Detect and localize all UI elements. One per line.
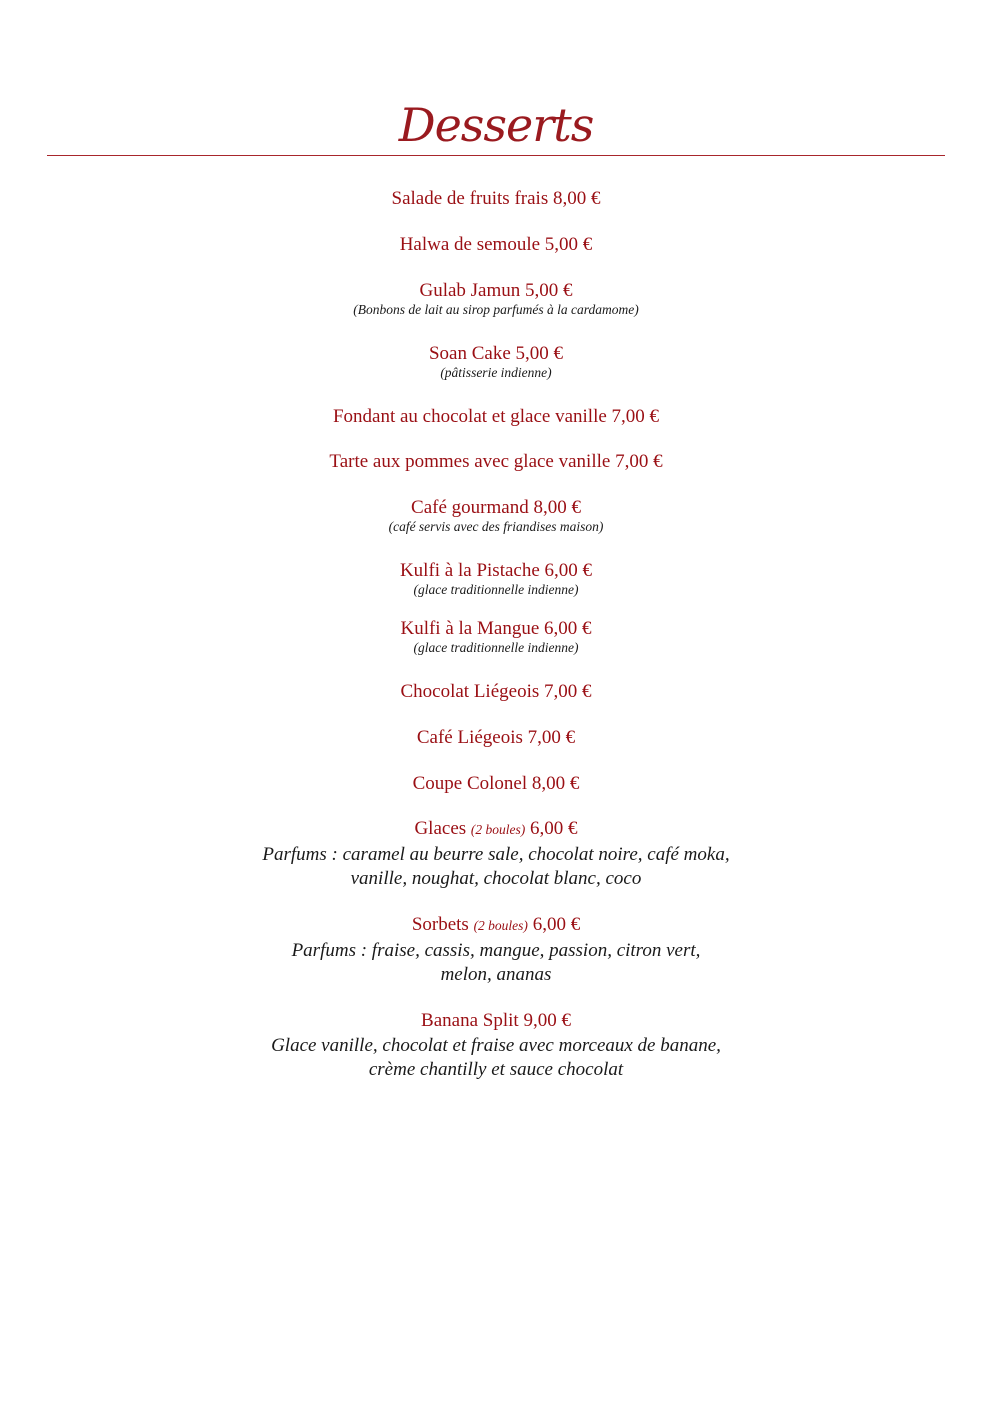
item-name: Glaces [414, 818, 467, 839]
item-inline-note: (2 boules) [473, 918, 528, 933]
item-name: Soan Cake [428, 343, 511, 364]
menu-item [0, 725, 992, 751]
menu-item-title [0, 679, 992, 705]
menu-item [0, 912, 992, 986]
item-price: 7,00 € [544, 681, 592, 702]
item-price: 8,00 € [531, 773, 580, 794]
item-price: 6,00 € [530, 818, 578, 839]
item-price: 5,00 € [544, 234, 593, 255]
item-price: 7,00 € [615, 451, 663, 472]
menu-item [0, 232, 992, 258]
item-name: Salade de fruits frais [391, 188, 549, 209]
item-note: (glace traditionnelle indienne) [413, 640, 579, 655]
menu-item-title [0, 404, 992, 430]
item-inline-note: (2 boules) [470, 822, 526, 837]
menu-item [0, 495, 992, 535]
item-name: Banana Split [421, 1010, 519, 1031]
title-divider [47, 155, 945, 156]
item-price: 7,00 € [611, 406, 660, 427]
item-price: 6,00 € [544, 618, 592, 639]
item-name: Fondant au chocolat et glace vanille [332, 406, 607, 427]
item-price: 9,00 € [523, 1010, 571, 1031]
menu-item [0, 341, 992, 381]
item-note: (pâtisserie indienne) [440, 365, 552, 380]
item-description: Glace vanille, chocolat et fraise avec morceaux de banane, crème chantilly et sauce chocolat [271, 1035, 721, 1080]
menu-item [0, 449, 992, 475]
item-note: (café servis avec des friandises maison) [388, 519, 604, 534]
menu-item [0, 186, 992, 212]
dessert-menu [0, 186, 992, 1081]
menu-item [0, 816, 992, 890]
menu-item [0, 558, 992, 598]
item-name: Gulab Jamun [419, 280, 521, 301]
item-price: 5,00 € [515, 343, 564, 364]
item-price: 7,00 € [527, 727, 576, 748]
item-note: (Bonbons de lait au sirop parfumés à la cardamome) [353, 302, 639, 317]
item-name: Tarte aux pommes avec glace vanille [329, 451, 611, 472]
menu-item-title [0, 771, 992, 797]
item-name: Halwa de semoule [399, 234, 541, 255]
menu-item-title [0, 449, 992, 475]
item-price: 8,00 € [552, 188, 601, 209]
menu-item [0, 278, 992, 318]
menu-item-title [0, 1008, 992, 1034]
item-name: Café gourmand [411, 497, 529, 518]
menu-item [0, 771, 992, 797]
menu-item [0, 404, 992, 430]
page-title: Desserts [398, 98, 594, 152]
menu-item [0, 1008, 992, 1081]
item-name: Chocolat Liégeois [400, 681, 540, 702]
item-description: Parfums : caramel au beurre sale, chocolat noire, café moka, vanille, noughat, chocolat blanc, coco [262, 844, 730, 889]
item-name: Café Liégeois [416, 727, 523, 748]
menu-item-title [0, 232, 992, 258]
item-name: Kulfi à la Mangue [400, 618, 540, 639]
menu-item [0, 616, 992, 656]
item-price: 6,00 € [544, 560, 593, 581]
item-description: Parfums : fraise, cassis, mangue, passion, citron vert, melon, ananas [291, 940, 701, 985]
item-name: Coupe Colonel [412, 773, 528, 794]
item-price: 5,00 € [525, 280, 573, 301]
item-name: Sorbets [411, 914, 469, 935]
menu-item-title [0, 912, 992, 939]
menu-item [0, 679, 992, 705]
item-price: 8,00 € [533, 497, 581, 518]
item-name: Kulfi à la Pistache [399, 560, 540, 581]
item-price: 6,00 € [532, 914, 581, 935]
menu-item-title [0, 186, 992, 212]
menu-item-title [0, 816, 992, 843]
item-note: (glace traditionnelle indienne) [413, 582, 579, 597]
menu-item-title [0, 725, 992, 751]
